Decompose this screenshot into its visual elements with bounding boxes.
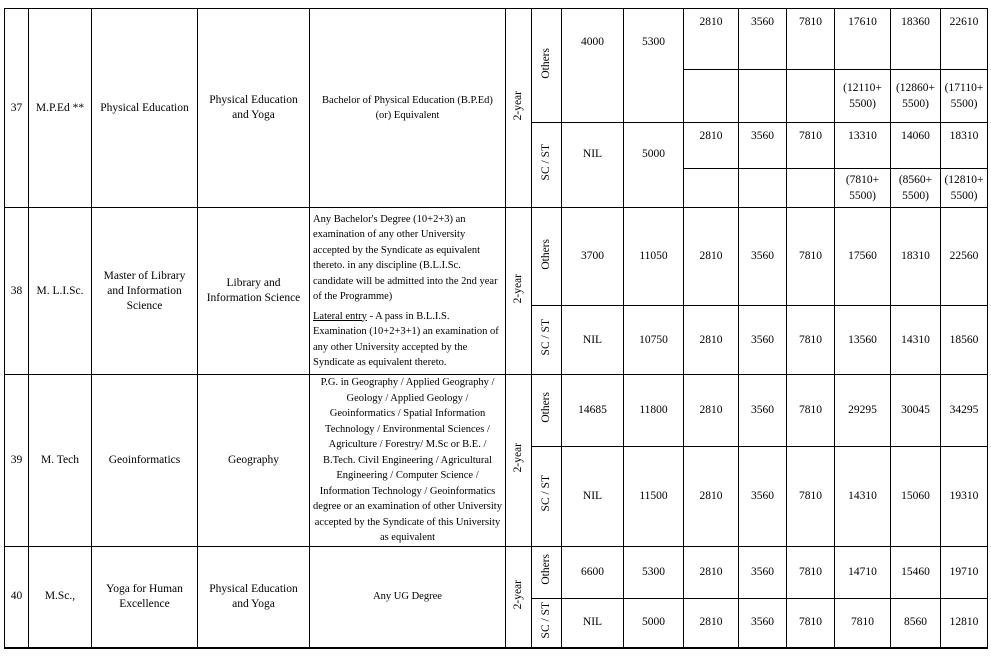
- course-name: M. Tech: [29, 375, 92, 547]
- subject-name: Master of Library and Information Science: [92, 208, 198, 375]
- course-name: M.P.Ed **: [29, 9, 92, 208]
- subject-name: Geoinformatics: [92, 375, 198, 547]
- total-cell: 17560: [835, 208, 891, 306]
- fee-cell: NIL: [562, 598, 624, 648]
- total-cell: 14310: [835, 446, 891, 546]
- category-label: SC / ST: [532, 123, 562, 208]
- qualification-text: Bachelor of Physical Education (B.P.Ed) (or) Equivalent: [310, 9, 506, 208]
- total-cell: 7810: [835, 598, 891, 648]
- fee-cell: 7810: [787, 446, 835, 546]
- fee-cell: 7810: [787, 375, 835, 447]
- table-row: [5, 375, 988, 447]
- fee-cell: 3560: [739, 598, 787, 648]
- total-split: (8560+ 5500): [891, 169, 941, 208]
- fee-cell: 3560: [739, 9, 787, 70]
- fee-cell: 5000: [624, 123, 684, 208]
- total-cell: 22560: [941, 208, 988, 306]
- category-label: Others: [532, 375, 562, 447]
- fee-structure-table: [4, 8, 988, 649]
- fee-cell: 3560: [739, 123, 787, 169]
- serial-number: 37: [5, 9, 29, 208]
- total-cell: 34295: [941, 375, 988, 447]
- fee-cell: 7810: [787, 9, 835, 70]
- total-split: (12110+ 5500): [835, 70, 891, 123]
- category-label: Others: [532, 546, 562, 598]
- total-cell: 14310: [891, 306, 941, 375]
- qualification-text: Any UG Degree: [310, 546, 506, 648]
- fee-cell: 2810: [684, 9, 739, 70]
- category-label: Others: [532, 9, 562, 123]
- course-name: M. L.I.Sc.: [29, 208, 92, 375]
- fee-cell: 4000: [562, 9, 624, 123]
- total-cell: 30045: [891, 375, 941, 447]
- fee-cell: 6600: [562, 546, 624, 598]
- qualification-text: Any Bachelor's Degree (10+2+3) an examination of any other University accepted by the Syndicate as equivalent thereto. in any discipline (B.L.I.Sc. candidate will be admitted into the 2nd year of the Programme) Lateral entry - A pass in B.L.I.S. Examination (10+2+3+1) an examination of any other University accepted by the Syndicate as equivalent thereto.: [310, 208, 506, 375]
- fee-cell: 7810: [787, 598, 835, 648]
- qualification-text: P.G. in Geography / Applied Geography / Geology / Applied Geology / Geoinformatics / Spatial Information Technology / Environmental Sciences / Agriculture / Forestry/ M.Sc or B.E. / B.Tech. Civil Engineering / Agricultural Engineering / Computer Science / Information Technology / Geoinformatics degree or an examination of other University accepted by the Syndicate of this University as equivalent: [310, 375, 506, 547]
- total-cell: 13310: [835, 123, 891, 169]
- fee-cell: 3560: [739, 306, 787, 375]
- fee-cell: 3560: [739, 546, 787, 598]
- table-row: [5, 208, 988, 306]
- serial-number: 40: [5, 546, 29, 648]
- fee-cell: 3560: [739, 375, 787, 447]
- total-cell: 18310: [891, 208, 941, 306]
- serial-number: 39: [5, 375, 29, 547]
- serial-number: 38: [5, 208, 29, 375]
- total-cell: 14060: [891, 123, 941, 169]
- fee-cell: 10750: [624, 306, 684, 375]
- fee-cell: 5000: [624, 598, 684, 648]
- fee-cell: 5300: [624, 9, 684, 123]
- total-cell: 15460: [891, 546, 941, 598]
- subject-name: Physical Education: [92, 9, 198, 208]
- total-cell: 13560: [835, 306, 891, 375]
- fee-cell: 7810: [787, 546, 835, 598]
- total-cell: 22610: [941, 9, 988, 70]
- fee-cell: 3560: [739, 446, 787, 546]
- total-cell: 8560: [891, 598, 941, 648]
- fee-cell: 2810: [684, 598, 739, 648]
- fee-cell: 3560: [739, 208, 787, 306]
- fee-cell: 7810: [787, 208, 835, 306]
- department-name: Physical Education and Yoga: [198, 9, 310, 208]
- total-cell: 18310: [941, 123, 988, 169]
- fee-cell: NIL: [562, 306, 624, 375]
- total-split: (12810+ 5500): [941, 169, 988, 208]
- duration-label: 2-year: [506, 9, 532, 208]
- table-row: [5, 546, 988, 598]
- fee-cell: 11500: [624, 446, 684, 546]
- fee-cell: 2810: [684, 546, 739, 598]
- category-label: SC / ST: [532, 446, 562, 546]
- department-name: Geography: [198, 375, 310, 547]
- fee-cell: 5300: [624, 546, 684, 598]
- subject-name: Yoga for Human Excellence: [92, 546, 198, 648]
- fee-cell: 2810: [684, 446, 739, 546]
- category-label: SC / ST: [532, 598, 562, 648]
- duration-label: 2-year: [506, 375, 532, 547]
- fee-cell: 2810: [684, 208, 739, 306]
- duration-label: 2-year: [506, 546, 532, 648]
- fee-cell: 7810: [787, 123, 835, 169]
- total-cell: 12810: [941, 598, 988, 648]
- fee-cell: 7810: [787, 306, 835, 375]
- total-cell: 29295: [835, 375, 891, 447]
- total-cell: 17610: [835, 9, 891, 70]
- fee-cell: 3700: [562, 208, 624, 306]
- course-name: M.Sc.,: [29, 546, 92, 648]
- total-cell: 19710: [941, 546, 988, 598]
- table-row: [5, 9, 988, 70]
- total-cell: 15060: [891, 446, 941, 546]
- category-label: SC / ST: [532, 306, 562, 375]
- fee-cell: NIL: [562, 446, 624, 546]
- total-cell: 18560: [941, 306, 988, 375]
- department-name: Physical Education and Yoga: [198, 546, 310, 648]
- category-label: Others: [532, 208, 562, 306]
- fee-cell: 2810: [684, 123, 739, 169]
- fee-cell: 2810: [684, 306, 739, 375]
- total-cell: 14710: [835, 546, 891, 598]
- total-cell: 19310: [941, 446, 988, 546]
- total-split: (7810+ 5500): [835, 169, 891, 208]
- fee-cell: 11800: [624, 375, 684, 447]
- total-split: (12860+ 5500): [891, 70, 941, 123]
- fee-cell: 14685: [562, 375, 624, 447]
- fee-cell: NIL: [562, 123, 624, 208]
- total-split: (17110+ 5500): [941, 70, 988, 123]
- fee-cell: 2810: [684, 375, 739, 447]
- total-cell: 18360: [891, 9, 941, 70]
- department-name: Library and Information Science: [198, 208, 310, 375]
- fee-cell: 11050: [624, 208, 684, 306]
- duration-label: 2-year: [506, 208, 532, 375]
